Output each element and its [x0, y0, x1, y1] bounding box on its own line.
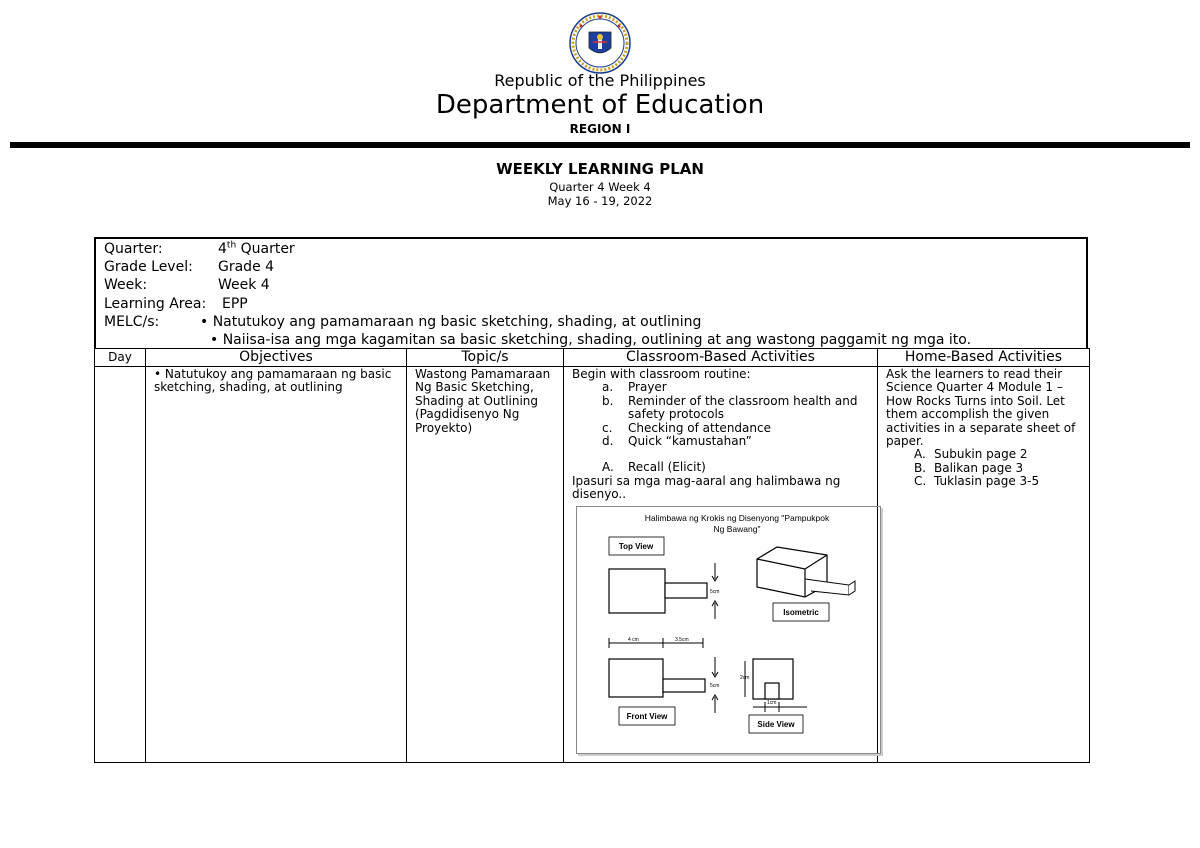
front-view-body: [609, 659, 663, 697]
top-view-label: Top View: [618, 541, 654, 551]
grade-row: [104, 258, 1086, 276]
week-label: Week:: [104, 277, 148, 294]
list-marker: d.: [602, 434, 614, 449]
list-item: [572, 395, 872, 422]
list-marker: c.: [602, 420, 613, 435]
list-item: [886, 448, 1084, 461]
classroom-activities-cell: [564, 367, 878, 763]
list-marker: A.: [602, 460, 614, 475]
week-row: [104, 276, 1086, 294]
grade-label: Grade Level:: [104, 259, 193, 276]
header-objectives: Objectives: [146, 349, 407, 367]
quarter-row: [104, 240, 1086, 258]
list-text: Prayer: [628, 380, 667, 395]
diagram-title-line-2: Ng Bawang": [713, 523, 761, 534]
quarter-number: 4: [218, 241, 227, 257]
quarter-suffix: th: [226, 240, 237, 251]
home-intro: Ask the learners to read their Science Quarter 4 Module 1 – How Rocks Turns into Soil. Let them accomplish the given activities in a separate sheet of paper.: [886, 367, 1076, 449]
front-view-label: Front View: [626, 711, 668, 721]
design-sketch-diagram: [576, 506, 881, 754]
diagram-title-line-1: Halimbawa ng Krokis ng Disenyong "Pampukpok: [644, 512, 830, 523]
melc-row-2: [104, 331, 1086, 349]
list-text: Subukin page 2: [934, 447, 1028, 462]
header-day: Day: [95, 349, 146, 367]
list-text: Tuklasin page 3-5: [934, 474, 1040, 489]
melc-label: MELC/s:: [104, 313, 160, 330]
dim-label-b: 3.5cm: [675, 636, 689, 643]
list-item: [572, 435, 872, 448]
recall-item: [572, 461, 872, 474]
plan-info-block: [94, 237, 1088, 348]
plan-quarter-week: Quarter 4 Week 4: [549, 180, 651, 194]
list-text: Reminder of the classroom health and safety protocols: [628, 393, 858, 422]
isometric-handle-end: [849, 581, 855, 595]
list-text: Checking of attendance: [628, 420, 771, 435]
melc-item-1: • Natutukoy ang pamamaraan ng basic sketching, shading, at outlining: [200, 313, 702, 330]
header-republic: Republic of the Philippines: [494, 71, 706, 90]
list-marker: a.: [602, 380, 614, 395]
dim-label-c: 5cm: [710, 588, 720, 595]
list-marker: C.: [914, 474, 927, 489]
list-marker: A.: [914, 447, 926, 462]
header-divider: [10, 142, 1190, 148]
deped-seal-logo: [569, 12, 631, 74]
list-text: Quick “kamustahan”: [628, 434, 752, 449]
quarter-value: [218, 240, 295, 258]
quarter-label: Quarter:: [104, 241, 163, 257]
header-topics: Topic/s: [407, 349, 564, 367]
table-row: [95, 367, 1090, 763]
list-marker: B.: [914, 460, 927, 475]
plan-dates: May 16 - 19, 2022: [547, 194, 653, 208]
top-view-handle: [665, 583, 707, 598]
list-item: [886, 462, 1084, 475]
learning-area-value: EPP: [222, 295, 248, 312]
top-view-body: [609, 569, 665, 613]
side-view-handle: [765, 683, 779, 699]
learning-area-row: [104, 295, 1086, 313]
isometric-label: Isometric: [783, 607, 819, 617]
front-view-handle: [663, 679, 705, 692]
dim-label-a: 4 cm: [628, 636, 639, 643]
grade-value: Grade 4: [218, 259, 275, 276]
melc-row-1: [104, 313, 1086, 331]
header-department: Department of Education: [435, 90, 765, 120]
list-text: Balikan page 3: [934, 460, 1024, 475]
list-item: [572, 422, 872, 435]
list-text: Recall (Elicit): [628, 460, 706, 475]
melc-item-2: • Naiisa-isa ang mga kagamitan sa basic sketching, shading, outlining at ang wastong paggamit ng mga ito.: [210, 331, 972, 348]
table-header-row: [95, 349, 1090, 367]
day-cell: [95, 367, 146, 763]
list-item: [572, 381, 872, 394]
learning-area-label: Learning Area:: [104, 295, 207, 312]
list-marker: b.: [602, 393, 614, 408]
routine-intro: Begin with classroom routine:: [572, 367, 751, 381]
learning-plan-table: [94, 348, 1090, 763]
home-activities-cell: [878, 367, 1090, 763]
instruction-text: Ipasuri sa mga mag-aaral ang halimbawa ng disenyo..: [572, 473, 841, 502]
list-item: [886, 475, 1084, 488]
quarter-word: Quarter: [236, 241, 295, 257]
plan-title: WEEKLY LEARNING PLAN: [496, 160, 704, 178]
topic-cell: Wastong Pamamaraan Ng Basic Sketching, Shading at Outlining (Pagdidisenyo Ng Proyekto): [407, 367, 564, 763]
dim-label-d: 2cm: [740, 674, 750, 681]
dim-label-c-front: 5cm: [710, 682, 720, 689]
header-region: REGION I: [569, 122, 631, 136]
side-view-label: Side View: [757, 719, 795, 729]
header-classroom-activities: Classroom-Based Activities: [564, 349, 878, 367]
objective-cell: • Natutukoy ang pamamaraan ng basic sketching, shading, at outlining: [146, 367, 407, 763]
dim-label-e: 1cm: [767, 699, 777, 706]
week-value: Week 4: [218, 277, 270, 294]
header-home-activities: Home-Based Activities: [878, 349, 1090, 367]
